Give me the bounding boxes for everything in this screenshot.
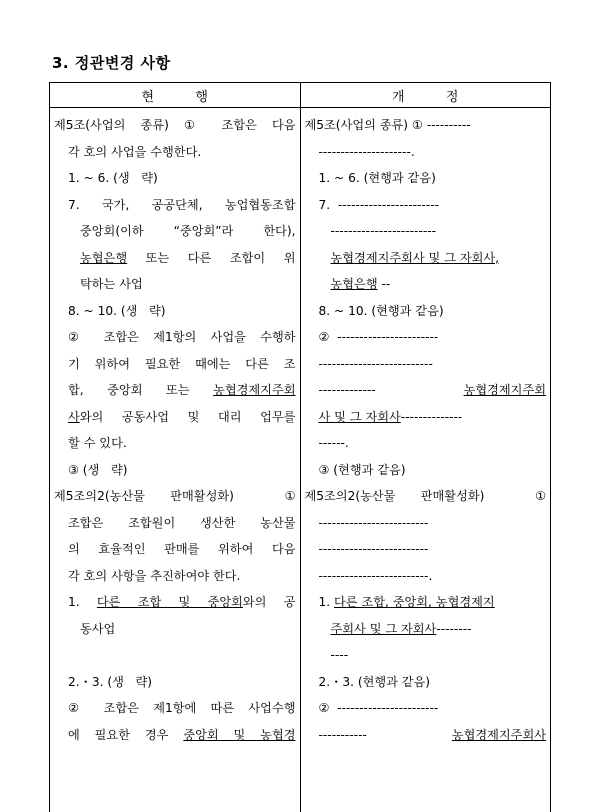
line-text: 제5조의2(농산물 판매활성화) ① [305, 489, 547, 503]
text-line [54, 271, 296, 298]
line-text: ③ (생 략) [68, 463, 127, 477]
text-line [54, 192, 296, 219]
underlined-text: 다른 조합, 중앙회, 농협경제지 [334, 595, 495, 609]
line-text: ---- [331, 648, 349, 662]
line-text: -- [378, 277, 391, 291]
header-revised: 개 정 [300, 83, 551, 108]
text-line [305, 218, 547, 245]
text-line [54, 669, 296, 696]
text-line [54, 722, 296, 749]
text-line [305, 139, 547, 166]
text-line [305, 430, 547, 457]
table-body-row [50, 108, 551, 812]
text-line [305, 457, 547, 484]
text-line [54, 377, 296, 404]
text-line [54, 536, 296, 563]
underlined-text: 주회사 및 그 자회사 [331, 622, 437, 636]
header-current: 현 행 [50, 83, 301, 108]
line-text: 조합은 조합원이 생산한 농산물 [68, 516, 296, 530]
underlined-text: 농협경제지주회 [464, 383, 546, 397]
line-text: 중앙회(이하 “중앙회”라 한다), [80, 224, 296, 238]
revised-text-column [300, 108, 551, 812]
text-line [54, 165, 296, 192]
underlined-text: 다른 조합 및 중앙회 [97, 595, 243, 609]
text-line [54, 245, 296, 272]
text-line [54, 616, 296, 643]
line-text: 합, 중앙회 또는 [68, 383, 213, 397]
line-text: ------------------------- [319, 542, 429, 556]
line-text: 8. ~ 10. (현행과 같음) [319, 304, 444, 318]
text-line [305, 510, 547, 537]
line-text: ----------- [319, 728, 452, 742]
text-line [54, 589, 296, 616]
line-text: 1. ~ 6. (현행과 같음) [319, 171, 436, 185]
line-text: ------------------------ [331, 224, 437, 238]
line-text: 2.・3. (생 략) [68, 675, 152, 689]
underlined-text: 농협경제지주회사 [452, 728, 546, 742]
text-line [305, 112, 547, 139]
line-text: 할 수 있다. [68, 436, 127, 450]
text-line [54, 324, 296, 351]
line-text: ---------------------. [319, 145, 415, 159]
line-text: 8. ~ 10. (생 략) [68, 304, 166, 318]
underlined-text: 사 및 그 자회사 [319, 410, 401, 424]
line-text: 에 필요한 경우 [68, 728, 183, 742]
line-text: 2.・3. (현행과 같음) [319, 675, 431, 689]
line-text: 7. 국가, 공공단체, 농업협동조합 [68, 198, 296, 212]
current-text-column [50, 108, 301, 812]
line-text: -------------------------. [319, 569, 433, 583]
line-text: -------- [436, 622, 471, 636]
line-text: 1. [319, 595, 335, 609]
line-text: 제5조(사업의 종류) ① 조합은 다음 [54, 118, 296, 132]
line-text: ③ (현행과 같음) [319, 463, 406, 477]
line-text: 와의 공 [243, 595, 296, 609]
text-line [305, 589, 547, 616]
text-line [305, 192, 547, 219]
line-text: ------. [319, 436, 349, 450]
line-text: 1. [68, 595, 97, 609]
text-line [305, 483, 547, 510]
text-line [305, 642, 547, 669]
text-line [305, 722, 547, 749]
text-line [54, 695, 296, 722]
line-text: ------------- [319, 383, 464, 397]
underlined-text: 농협경제지주회사 및 그 자회사, [331, 251, 500, 265]
underlined-text: 농협경제지주회 [213, 383, 295, 397]
text-line [305, 351, 547, 378]
text-line [54, 112, 296, 139]
text-line [305, 324, 547, 351]
line-text: -------------------------- [319, 357, 433, 371]
text-line [54, 483, 296, 510]
text-line [54, 563, 296, 590]
text-line [305, 669, 547, 696]
text-line [54, 351, 296, 378]
line-text: 와의 공동사업 및 대리 업무를 [80, 410, 296, 424]
section-title: 3. 정관변경 사항 [52, 52, 171, 73]
text-line [54, 430, 296, 457]
line-text: ② ----------------------- [319, 330, 439, 344]
line-text: ② ----------------------- [319, 701, 439, 715]
line-text: 각 호의 사항을 추진하여야 한다. [68, 569, 240, 583]
line-text: 기 위하여 필요한 때에는 다른 조 [68, 357, 296, 371]
line-text: 탁하는 사업 [80, 277, 143, 291]
line-text: 각 호의 사업을 수행한다. [68, 145, 201, 159]
underlined-text: 중앙회 및 농협경 [183, 728, 295, 742]
line-text: 동사업 [80, 622, 115, 636]
text-line [54, 404, 296, 431]
underlined-text: 농협은행 [80, 251, 127, 265]
text-line [305, 298, 547, 325]
text-line [54, 298, 296, 325]
text-line [305, 404, 547, 431]
line-text: ② 조합은 제1항의 사업을 수행하 [68, 330, 296, 344]
line-text: -------------- [401, 410, 463, 424]
table-header-row [50, 83, 551, 108]
line-text: ② 조합은 제1항에 따른 사업수행 [68, 701, 296, 715]
text-line [305, 616, 547, 643]
underlined-text: 농협은행 [331, 277, 378, 291]
line-text: ------------------------- [319, 516, 429, 530]
text-line [54, 139, 296, 166]
text-line [305, 165, 547, 192]
line-text: 의 효율적인 판매를 위하여 다음 [68, 542, 296, 556]
text-line [305, 271, 547, 298]
text-line [305, 536, 547, 563]
text-line [305, 563, 547, 590]
text-line [54, 457, 296, 484]
line-text: 제5조(사업의 종류) ① ---------- [305, 118, 471, 132]
text-line [305, 695, 547, 722]
text-line [305, 377, 547, 404]
line-text: 제5조의2(농산물 판매활성화) ① [54, 489, 296, 503]
line-text: 7. ----------------------- [319, 198, 440, 212]
text-line [305, 245, 547, 272]
line-text: 또는 다른 조합이 위 [127, 251, 295, 265]
line-text: 1. ~ 6. (생 략) [68, 171, 158, 185]
text-line [54, 642, 296, 669]
comparison-table [49, 82, 551, 812]
underlined-text: 사 [68, 410, 80, 424]
text-line [54, 218, 296, 245]
text-line [54, 510, 296, 537]
